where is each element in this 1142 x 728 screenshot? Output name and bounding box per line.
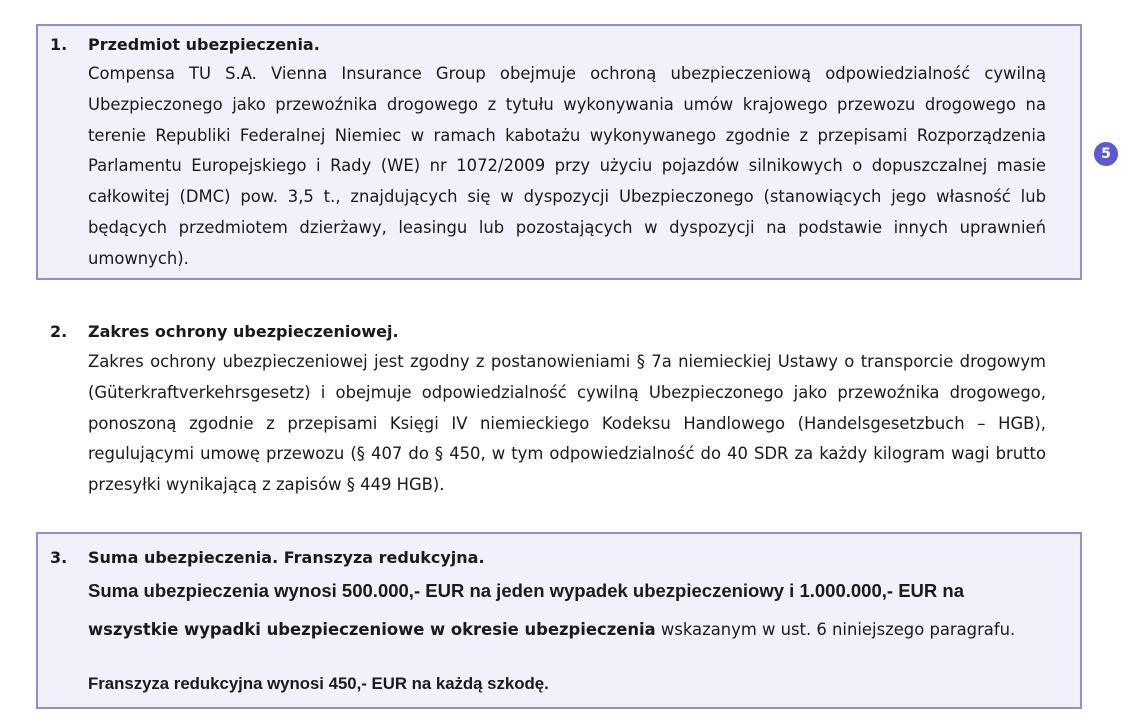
section-2-heading — [50, 321, 1046, 343]
section-3-number: 3. — [50, 548, 68, 567]
sum-insured-text — [88, 572, 1046, 649]
section-3-title: Suma ubezpieczenia. Franszyza redukcyjna. — [88, 548, 485, 567]
section-2 — [50, 321, 1046, 501]
section-1-number: 1. — [50, 35, 68, 54]
section-1-title: Przedmiot ubezpieczenia. — [88, 35, 320, 54]
section-2-title: Zakres ochrony ubezpieczeniowej. — [88, 322, 399, 341]
sum-insured-reference: wskazanym w ust. 6 niniejszego paragrafu. — [655, 620, 1016, 639]
page-number-badge[interactable]: 5 — [1094, 142, 1118, 166]
section-2-number: 2. — [50, 322, 68, 341]
section-2-body: Zakres ochrony ubezpieczeniowej jest zgodny z postanowieniami § 7a niemieckiej Ustawy o transporcie drogowym (Güterkraftverkehrsgesetz) i obejmuje odpowiedzialność cywilną Ubezpieczonego jako przewoźnika drogowego, ponoszoną zgodnie z przepisami Księgi IV niemieckiego Kodeksu Handlowego (Handelsgesetzbuch – HGB), regulującymi umowę przewozu (§ 407 do § 450, w tym odpowiedzialność do 40 SDR za każdy kilogram wagi brutto przesyłki wynikającą z zapisów § 449 HGB). — [88, 352, 1046, 495]
deductible-text: Franszyza redukcyjna wynosi 450,- EUR na każdą szkodę. — [88, 674, 549, 693]
sum-insured-aggregate: wszystkie wypadki ubezpieczeniowe w okresie ubezpieczenia — [88, 620, 656, 639]
section-1-body: Compensa TU S.A. Vienna Insurance Group obejmuje ochroną ubezpieczeniową odpowiedzialność cywilną Ubezpieczonego jako przewoźnika drogowego z tytułu wykonywania umów krajowego przewozu drogowego na terenie Republiki Federalnej Niemiec w ramach kabotażu wykonywanego zgodnie z przepisami Rozporządzenia Parlamentu Europejskiego i Rady (WE) nr 1072/2009 przy użyciu pojazdów silnikowych o dopuszczalnej masie całkowitej (DMC) pow. 3,5 t., znajdujących się w dyspozycji Ubezpieczonego (stanowiących jego własność lub będących przedmiotem dzierżawy, leasingu lub pozostających w dyspozycji na podstawie innych uprawnień umownych). — [88, 64, 1046, 268]
section-3 — [50, 547, 1046, 694]
section-1-heading — [50, 34, 1046, 56]
section-3-heading — [50, 547, 1046, 569]
section-1 — [50, 34, 1046, 275]
sum-insured-amounts: Suma ubezpieczenia wynosi 500.000,- EUR na jeden wypadek ubezpieczeniowy i 1.000.000,- EUR na — [88, 580, 964, 601]
